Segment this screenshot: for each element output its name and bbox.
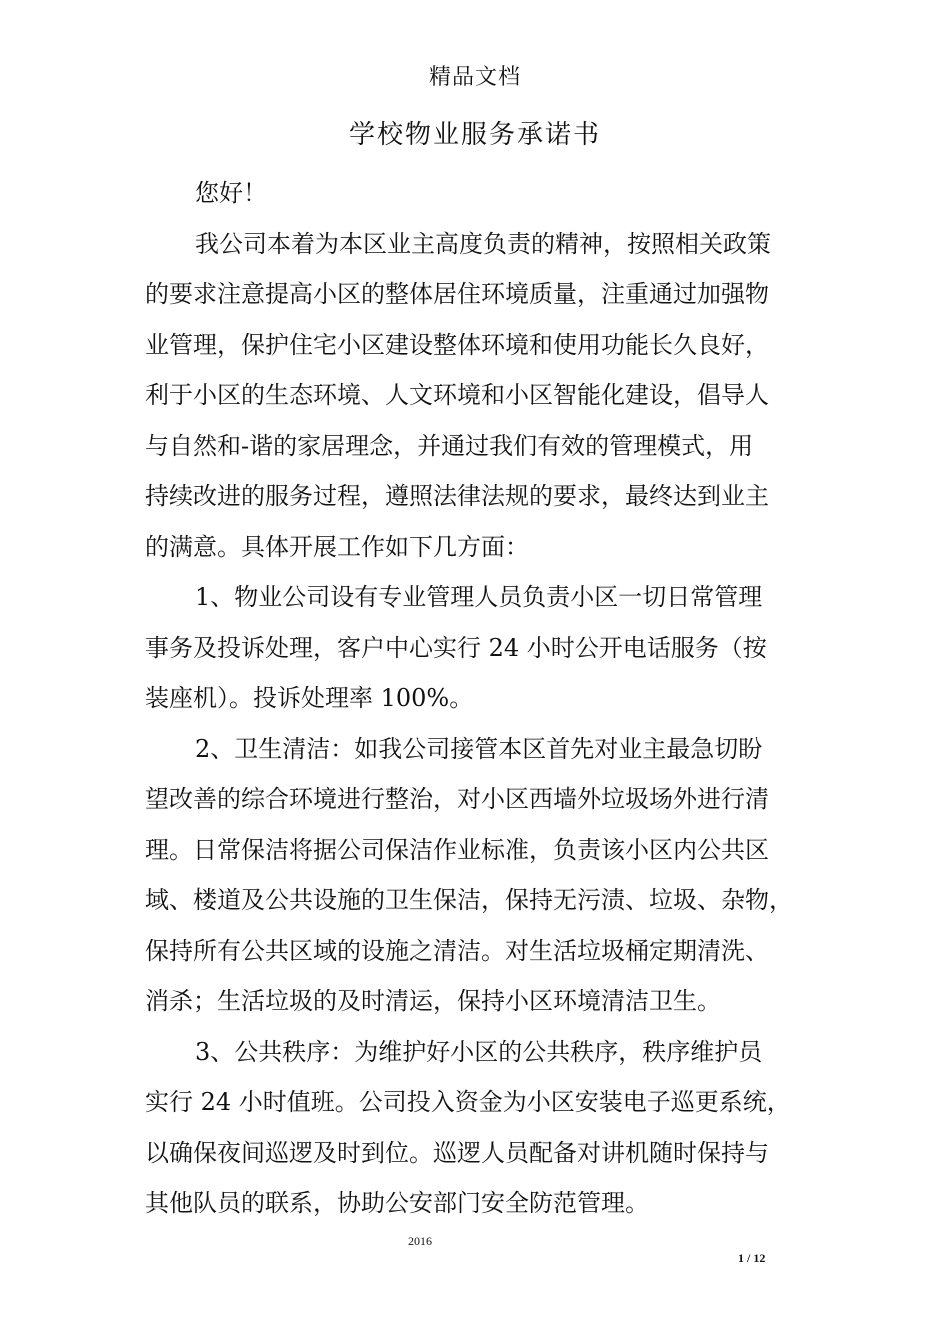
- document-header: 精品文档: [428, 65, 521, 90]
- body-line: 利于小区的生态环境、人文环境和小区智能化建设，倡导人: [145, 381, 769, 409]
- body-line: 望改善的综合环境进行整治，对小区西墙外垃圾场外进行清: [145, 785, 769, 813]
- body-line: 理。日常保洁将据公司保洁作业标准，负责该小区内公共区: [145, 835, 769, 864]
- document-body: [145, 168, 815, 1229]
- document-title: 学校物业服务承诺书: [348, 120, 601, 150]
- body-line: 装座机）。投诉处理率 100%。: [145, 684, 474, 712]
- body-line: 2、卫生清洁：如我公司接管本区首先对业主最急切盼: [195, 734, 763, 763]
- footer-year: 2016: [408, 1234, 432, 1248]
- body-line: 的满意。具体开展工作如下几方面：: [145, 532, 529, 561]
- body-line: 3、公共秩序：为维护好小区的公共秩序，秩序维护员: [195, 1037, 763, 1066]
- body-line: 实行 24 小时值班。公司投入资金为小区安装电子巡更系统，: [145, 1088, 791, 1116]
- body-line: 消杀；生活垃圾的及时清运，保持小区环境清洁卫生。: [145, 987, 721, 1015]
- body-line: 持续改进的服务过程，遵照法律法规的要求，最终达到业主: [145, 482, 769, 510]
- body-line: 我公司本着为本区业主高度负责的精神，按照相关政策: [195, 229, 771, 258]
- body-line: 与自然和-谐的家居理念，并通过我们有效的管理模式，用: [145, 431, 754, 460]
- body-line: 其他队员的联系，协助公安部门安全防范管理。: [145, 1189, 649, 1217]
- page-number: 1 / 12: [738, 1251, 766, 1265]
- body-line: 的要求注意提高小区的整体居住环境质量，注重通过加强物: [145, 280, 769, 308]
- body-line: 域、楼道及公共设施的卫生保洁，保持无污渍、垃圾、杂物，: [145, 886, 793, 914]
- body-line: 保持所有公共区域的设施之清洁。对生活垃圾桶定期清洗、: [145, 936, 769, 965]
- body-lines: [145, 219, 815, 1229]
- body-line: 事务及投诉处理，客户中心实行 24 小时公开电话服务（按: [145, 633, 767, 662]
- greeting: 您好！: [195, 179, 267, 207]
- body-line: 1、物业公司设有专业管理人员负责小区一切日常管理: [195, 583, 763, 611]
- body-line: 以确保夜间巡逻及时到位。巡逻人员配备对讲机随时保持与: [145, 1138, 769, 1167]
- body-line: 业管理，保护住宅小区建设整体环境和使用功能长久良好，: [145, 330, 769, 359]
